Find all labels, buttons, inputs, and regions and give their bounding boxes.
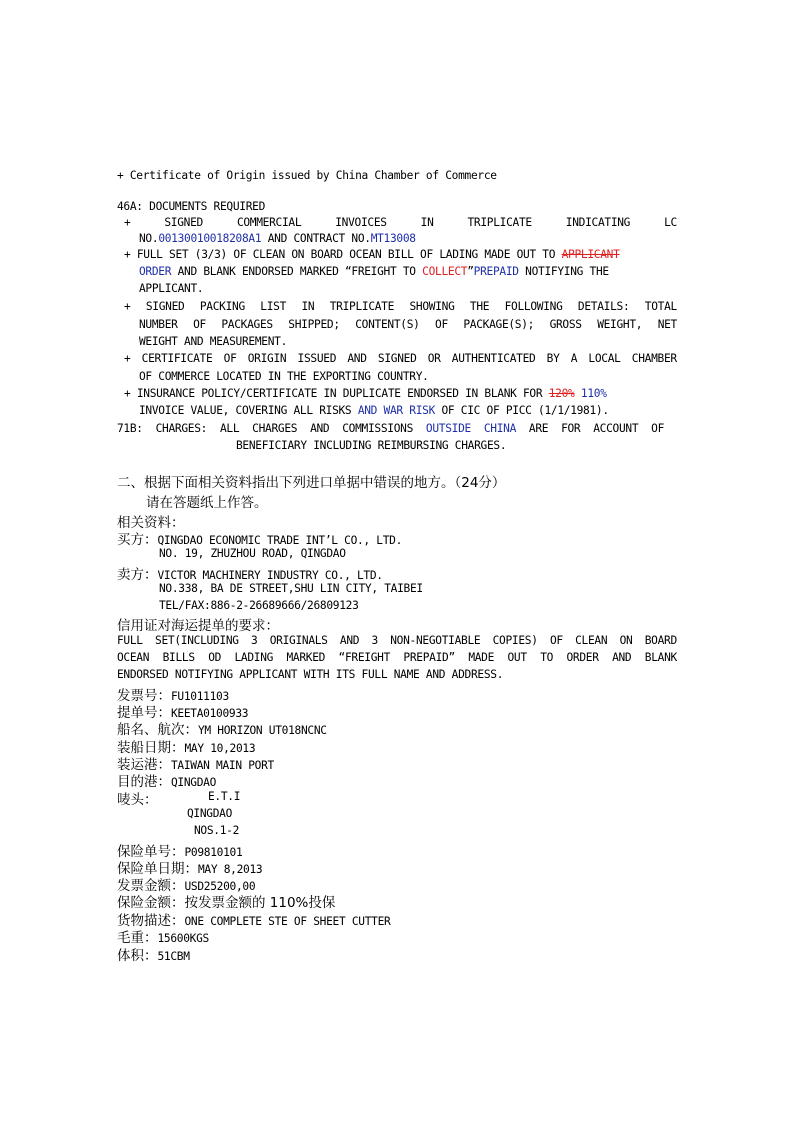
- word: BOARD: [644, 634, 677, 647]
- buyer-label: 买方：: [117, 532, 158, 548]
- word: SET(INCLUDING: [155, 634, 239, 647]
- text: + INSURANCE POLICY/CERTIFICATE IN DUPLICATE ENDORSED IN BLANK FOR: [124, 387, 549, 400]
- word: LIST: [260, 300, 287, 313]
- word: SHOWING: [409, 300, 455, 313]
- field-label: 装运港：: [117, 757, 171, 773]
- item4-line1: [124, 352, 677, 365]
- word: 3: [371, 634, 378, 647]
- invoice-number: FU1011103: [171, 690, 229, 703]
- word: FULL: [117, 634, 143, 647]
- destination-row: [117, 770, 216, 790]
- item3-line1: [124, 300, 677, 313]
- seller-row: [117, 563, 383, 583]
- word: ORIGINALS: [269, 634, 328, 647]
- marks-line2: QINGDAO: [187, 807, 233, 820]
- field-label: 唛头：: [117, 792, 158, 808]
- text: NO.: [139, 232, 159, 245]
- volume: 51CBM: [157, 950, 190, 963]
- insurance-date: MAY 8,2013: [198, 863, 263, 876]
- word: OF: [193, 318, 206, 331]
- word: AND: [339, 634, 360, 647]
- word: CERTIFICATE: [141, 352, 213, 365]
- shipment-date: MAY 10,2013: [184, 742, 256, 755]
- lc-number: 00130010018208A1: [158, 232, 262, 245]
- word: NET: [657, 318, 677, 331]
- word: WEIGHT,: [597, 318, 643, 331]
- word: OD: [208, 651, 222, 664]
- word: PREPAID”: [403, 651, 455, 664]
- word: PACKAGES: [221, 318, 273, 331]
- word: OUT: [507, 651, 527, 664]
- word: ORIGIN: [247, 352, 287, 365]
- lc-requirement-line1: [117, 634, 677, 647]
- word: OF: [549, 634, 563, 647]
- field-label: 毛重：: [117, 930, 158, 946]
- insured-amount: 按发票金额的 110%投保: [184, 895, 336, 911]
- volume-row: [117, 944, 190, 964]
- section-heading: 二、根据下面相关资料指出下列进口单据中错误的地方。（24分）: [117, 475, 506, 491]
- marks-line3: NOS.1-2: [194, 824, 240, 837]
- field-label: 保险金额：: [117, 895, 185, 911]
- field-label: 保险单日期：: [117, 861, 198, 877]
- word: FOLLOWING: [504, 300, 563, 313]
- word: LOCAL: [588, 352, 621, 365]
- word: CLEAN: [575, 634, 608, 647]
- marks-line1: E.T.I: [208, 790, 241, 803]
- contract-number: MT13008: [370, 232, 416, 245]
- order-word: ORDER: [139, 265, 172, 278]
- word: BY: [546, 352, 560, 365]
- text: AND BLANK ENDORSED MARKED “FREIGHT TO: [171, 265, 423, 278]
- text: INVOICE VALUE, COVERING ALL RISKS: [139, 404, 358, 417]
- text: AND CONTRACT NO.: [261, 232, 371, 245]
- item5-line1: [124, 387, 607, 400]
- field-46a-heading: 46A: DOCUMENTS REQUIRED: [117, 200, 266, 213]
- insured-amount-row: [117, 891, 335, 911]
- word: IN: [301, 300, 315, 313]
- instruction: 请在答题纸上作答。: [146, 495, 268, 511]
- field-label: 体积：: [117, 948, 158, 964]
- seller-tel: TEL/FAX:886-2-26689666/26809123: [159, 599, 359, 612]
- word: ISSUED: [297, 352, 337, 365]
- new-110-percent: 110%: [574, 387, 607, 400]
- word: BILLS: [162, 651, 195, 664]
- word: TO: [540, 651, 554, 664]
- field-label: 发票金额：: [117, 878, 185, 894]
- lc-requirement-label: 信用证对海运提单的要求：: [117, 618, 279, 634]
- field-71b-line1: [117, 422, 664, 435]
- item4-line2: OF COMMERCE LOCATED IN THE EXPORTING COUNTRY.: [139, 370, 429, 383]
- word: OR: [427, 352, 441, 365]
- marks-row: [117, 788, 158, 808]
- seller-address: NO.338, BA DE STREET,SHU LIN CITY, TAIBEI: [159, 582, 423, 595]
- item5-line2: [139, 404, 609, 417]
- item2-line2-text: [139, 265, 609, 278]
- word: COMMERCIAL: [236, 216, 302, 229]
- word: TOTAL: [644, 300, 677, 313]
- word: “FREIGHT: [338, 651, 391, 664]
- word: OCEAN: [117, 651, 150, 664]
- word: CONTENT(S): [355, 318, 420, 331]
- gross-weight: 15600KGS: [157, 932, 209, 945]
- certificate-origin-line: + Certificate of Origin issued by China Chamber of Commerce: [117, 169, 497, 182]
- word: SIGNED: [164, 216, 203, 229]
- word: AND: [347, 352, 367, 365]
- field-label: 装船日期：: [117, 740, 185, 756]
- item3-line2: [139, 318, 677, 331]
- prepaid-word: PREPAID: [473, 265, 519, 278]
- seller-label: 卖方：: [117, 567, 158, 583]
- word: AUTHENTICATED: [451, 352, 536, 365]
- word: PACKAGE(S);: [463, 318, 535, 331]
- buyer-row: [117, 528, 402, 548]
- field-71b-line2: BENEFICIARY INCLUDING REIMBURSING CHARGES.: [236, 439, 507, 452]
- text: ”: [467, 265, 474, 278]
- bl-number: KEETA0100933: [171, 707, 249, 720]
- item1-line1: [124, 216, 677, 229]
- item2-line1: [124, 248, 620, 261]
- word: LADING: [234, 651, 274, 664]
- lc-requirement-line3: ENDORSED NOTIFYING APPLICANT WITH ITS FULL NAME AND ADDRESS.: [117, 668, 504, 681]
- text: + FULL SET (3/3) OF CLEAN ON BOARD OCEAN BILL OF LADING MADE OUT TO: [124, 248, 562, 261]
- word: CHAMBER: [631, 352, 677, 365]
- gross-weight-row: [117, 926, 209, 946]
- word: NON-NEGOTIABLE: [390, 634, 481, 647]
- word: ORDER: [566, 651, 599, 664]
- item2-line2: [139, 265, 677, 278]
- item2-line3: APPLICANT.: [139, 282, 204, 295]
- word: MADE: [468, 651, 495, 664]
- field-label: 保险单号：: [117, 844, 185, 860]
- port-of-destination: QINGDAO: [171, 776, 217, 789]
- word: AND: [612, 651, 632, 664]
- collect-word: COLLECT: [422, 265, 468, 278]
- word: INVOICES: [335, 216, 387, 229]
- vessel-row: [117, 718, 327, 738]
- word: SIGNED: [377, 352, 417, 365]
- word: TRIPLICATE: [329, 300, 395, 313]
- word: +: [124, 300, 131, 313]
- struck-applicant: APPLICANT: [561, 248, 620, 261]
- word: IN: [420, 216, 434, 229]
- field-label: 发票号：: [117, 688, 171, 704]
- buyer-address: NO. 19, ZHUZHOU ROAD, QINGDAO: [159, 547, 346, 560]
- word: +: [124, 352, 131, 365]
- item3-line3: WEIGHT AND MEASUREMENT.: [139, 335, 288, 348]
- lc-requirement-line2: [117, 651, 677, 664]
- text: ARE FOR ACCOUNT OF: [516, 422, 665, 435]
- word: INDICATING: [565, 216, 631, 229]
- text: OF CIC OF PICC (1/1/1981).: [435, 404, 609, 417]
- invoice-amount: USD25200,00: [184, 880, 256, 893]
- word: SHIPPED;: [288, 318, 340, 331]
- port-of-loading: TAIWAN MAIN PORT: [171, 759, 274, 772]
- field-label: 提单号：: [117, 705, 171, 721]
- word: THE: [469, 300, 490, 313]
- buyer-name: QINGDAO ECONOMIC TRADE INT’L CO., LTD.: [157, 534, 403, 547]
- word: A: [570, 352, 578, 365]
- word: MARKED: [286, 651, 326, 664]
- vessel-voyage: YM HORIZON UT018NCNC: [198, 724, 327, 737]
- word: OF: [435, 318, 448, 331]
- field-label: 船名、航次：: [117, 722, 198, 738]
- word: PACKING: [199, 300, 245, 313]
- field-label: 货物描述：: [117, 913, 185, 929]
- goods-description: ONE COMPLETE STE OF SHEET CUTTER: [184, 915, 391, 928]
- insurance-number: P09810101: [184, 846, 243, 859]
- outside-china: OUTSIDE CHINA: [425, 422, 517, 435]
- word: OF: [223, 352, 237, 365]
- word: TRIPLICATE: [467, 216, 532, 229]
- word: DETAILS:: [577, 300, 630, 313]
- word: LC: [664, 216, 677, 229]
- text: NOTIFYING THE: [518, 265, 609, 278]
- ref-label: 相关资料：: [117, 515, 185, 531]
- field-label: 目的港：: [117, 774, 171, 790]
- word: BLANK: [644, 651, 677, 664]
- war-risk-text: AND WAR RISK: [357, 404, 436, 417]
- word: NUMBER: [139, 318, 178, 331]
- word: ON: [619, 634, 633, 647]
- word: 3: [250, 634, 258, 647]
- item1-line2: [139, 232, 416, 245]
- word: +: [124, 216, 131, 229]
- word: COPIES): [492, 634, 538, 647]
- text: 71B: CHARGES: ALL CHARGES AND COMMISSIONS: [117, 422, 426, 435]
- word: GROSS: [549, 318, 582, 331]
- struck-120-percent: 120%: [548, 387, 575, 400]
- seller-name: VICTOR MACHINERY INDUSTRY CO., LTD.: [157, 569, 383, 582]
- word: SIGNED: [145, 300, 185, 313]
